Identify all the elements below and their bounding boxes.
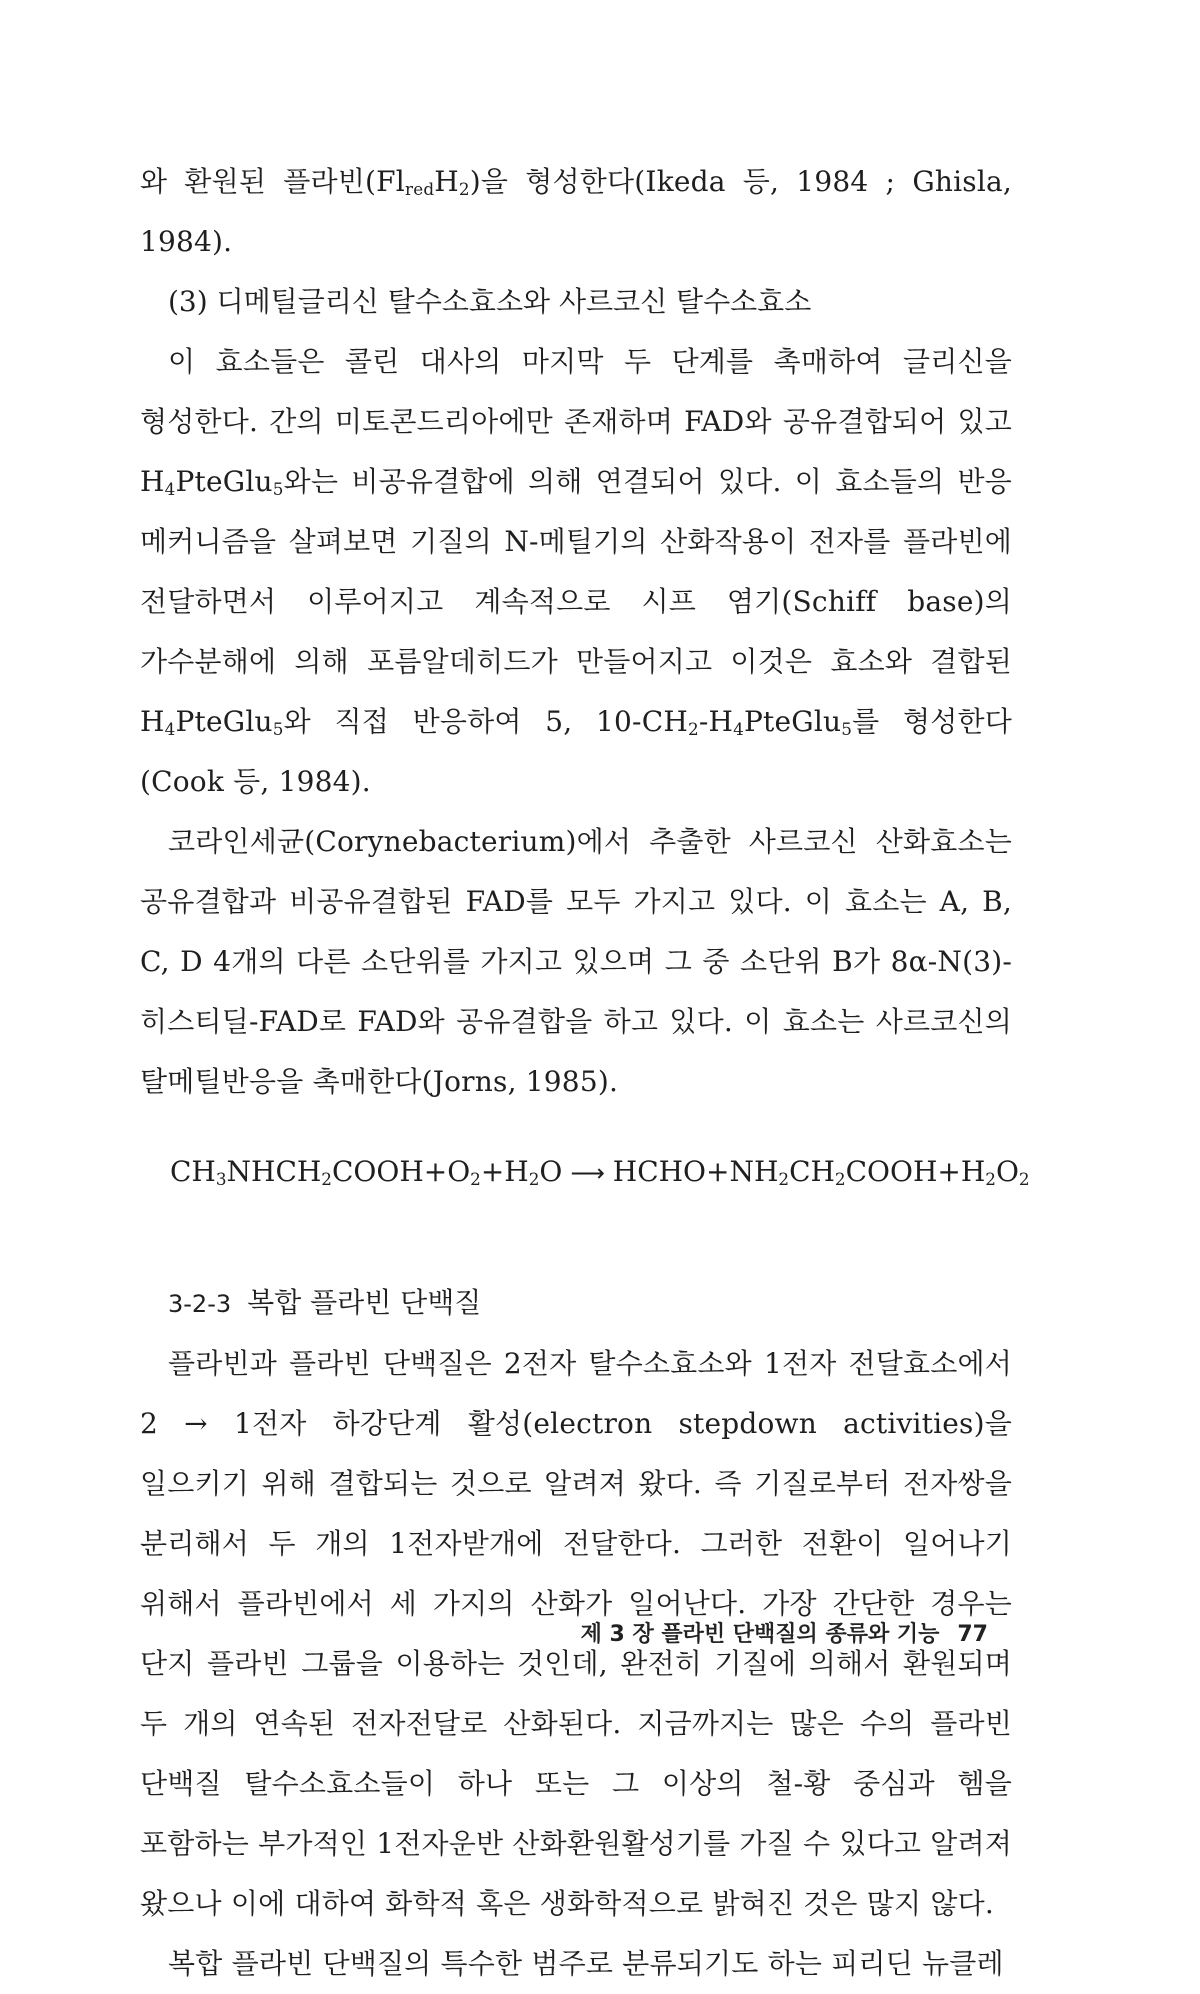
reaction-arrow-icon: ⟶: [570, 1159, 605, 1187]
section-number: 3-2-3: [168, 1290, 232, 1318]
subheading-3: (3) 디메틸글리신 탈수소효소와 사르코신 탈수소효소: [168, 285, 812, 318]
paragraph-4: 플라빈과 플라빈 단백질은 2전자 탈수소효소와 1전자 전달효소에서 2 → 1전자 하강단계 활성(electron stepdown activities)을 일으키기 위해 결합되는 것으로 알려져 왔다. 즉 기질로부터 전자쌍을 분리해서 두 개의 1전자받개에 전달한다. 그러한 전환이 일어나기 위해서 플라빈에서 세 가지의 산화가 일어난다. 가장 간단한 경우는 단지 플라빈 그룹을 이용하는 것인데, 완전히 기질에 의해서 환원되며 두 개의 연속된 전자전달로 산화된다. 지금까지는 많은 수의 플라빈 단백질 탈수소효소들이 하나 또는 그 이상의 철-황 중심과 헴을 포함하는 부가적인 1전자운반 산화환원활성기를 가질 수 있다고 알려져 왔으나 이에 대하여 화학적 혹은 생화학적으로 밝혀진 것은 많지 않다.: [140, 1347, 1012, 1920]
reaction-equation: $CH_3NHCH_2COOH+O_2+H_2O$ ⟶ $HCHO+NH_2CH_2COOH+H_2O_2$: [140, 1142, 1012, 1203]
page-number: 77: [957, 1622, 988, 1647]
section-title: 복합 플라빈 단백질: [247, 1286, 482, 1319]
paragraph-2: 이 효소들은 콜린 대사의 마지막 두 단계를 촉매하여 글리신을 형성한다. 간의 미토콘드리아에만 존재하며 FAD와 공유결합되어 있고 $H_4PteGlu_5$와는 비공유결합에 의해 연결되어 있다. 이 효소들의 반응 메커니즘을 살펴보면 기질의 N-메틸기의 산화작용이 전자를 플라빈에 전달하면서 이루어지고 계속적으로 시프 염기(Schiff base)의 가수분해에 의해 포름알데히드가 만들어지고 이것은 효소와 결합된 $H_4PteGlu_5$와 직접 반응하여 5, $10-CH_2-H_4PteGlu_5$를 형성한다(Cook 등, 1984).: [140, 345, 1013, 798]
paragraph-1: 와 환원된 플라빈$(Fl_{red}H_2)$을 형성한다(Ikeda 등, 1984 ; Ghisla, 1984).: [140, 165, 1012, 258]
section-heading: [140, 1273, 1012, 1334]
paragraph-5: 복합 플라빈 단백질의 특수한 범주로 분류되기도 하는 피리딘 뉴클레: [168, 1947, 1004, 1980]
page-footer: [581, 1617, 988, 1648]
page-body: [140, 152, 1030, 1994]
paragraph-3: 코라인세균(Corynebacterium)에서 추출한 사르코신 산화효소는 공유결합과 비공유결합된 FAD를 모두 가지고 있다. 이 효소는 A, B, C, D 4개의 다른 소단위를 가지고 있으며 그 중 소단위 B가 8α-N(3)-히스티딜-FAD로 FAD와 공유결합을 하고 있다. 이 효소는 사르코신의 탈메틸반응을 촉매한다(Jorns, 1985).: [140, 825, 1012, 1098]
chapter-title: 제 3 장 플라빈 단백질의 종류와 기능: [580, 1622, 940, 1647]
